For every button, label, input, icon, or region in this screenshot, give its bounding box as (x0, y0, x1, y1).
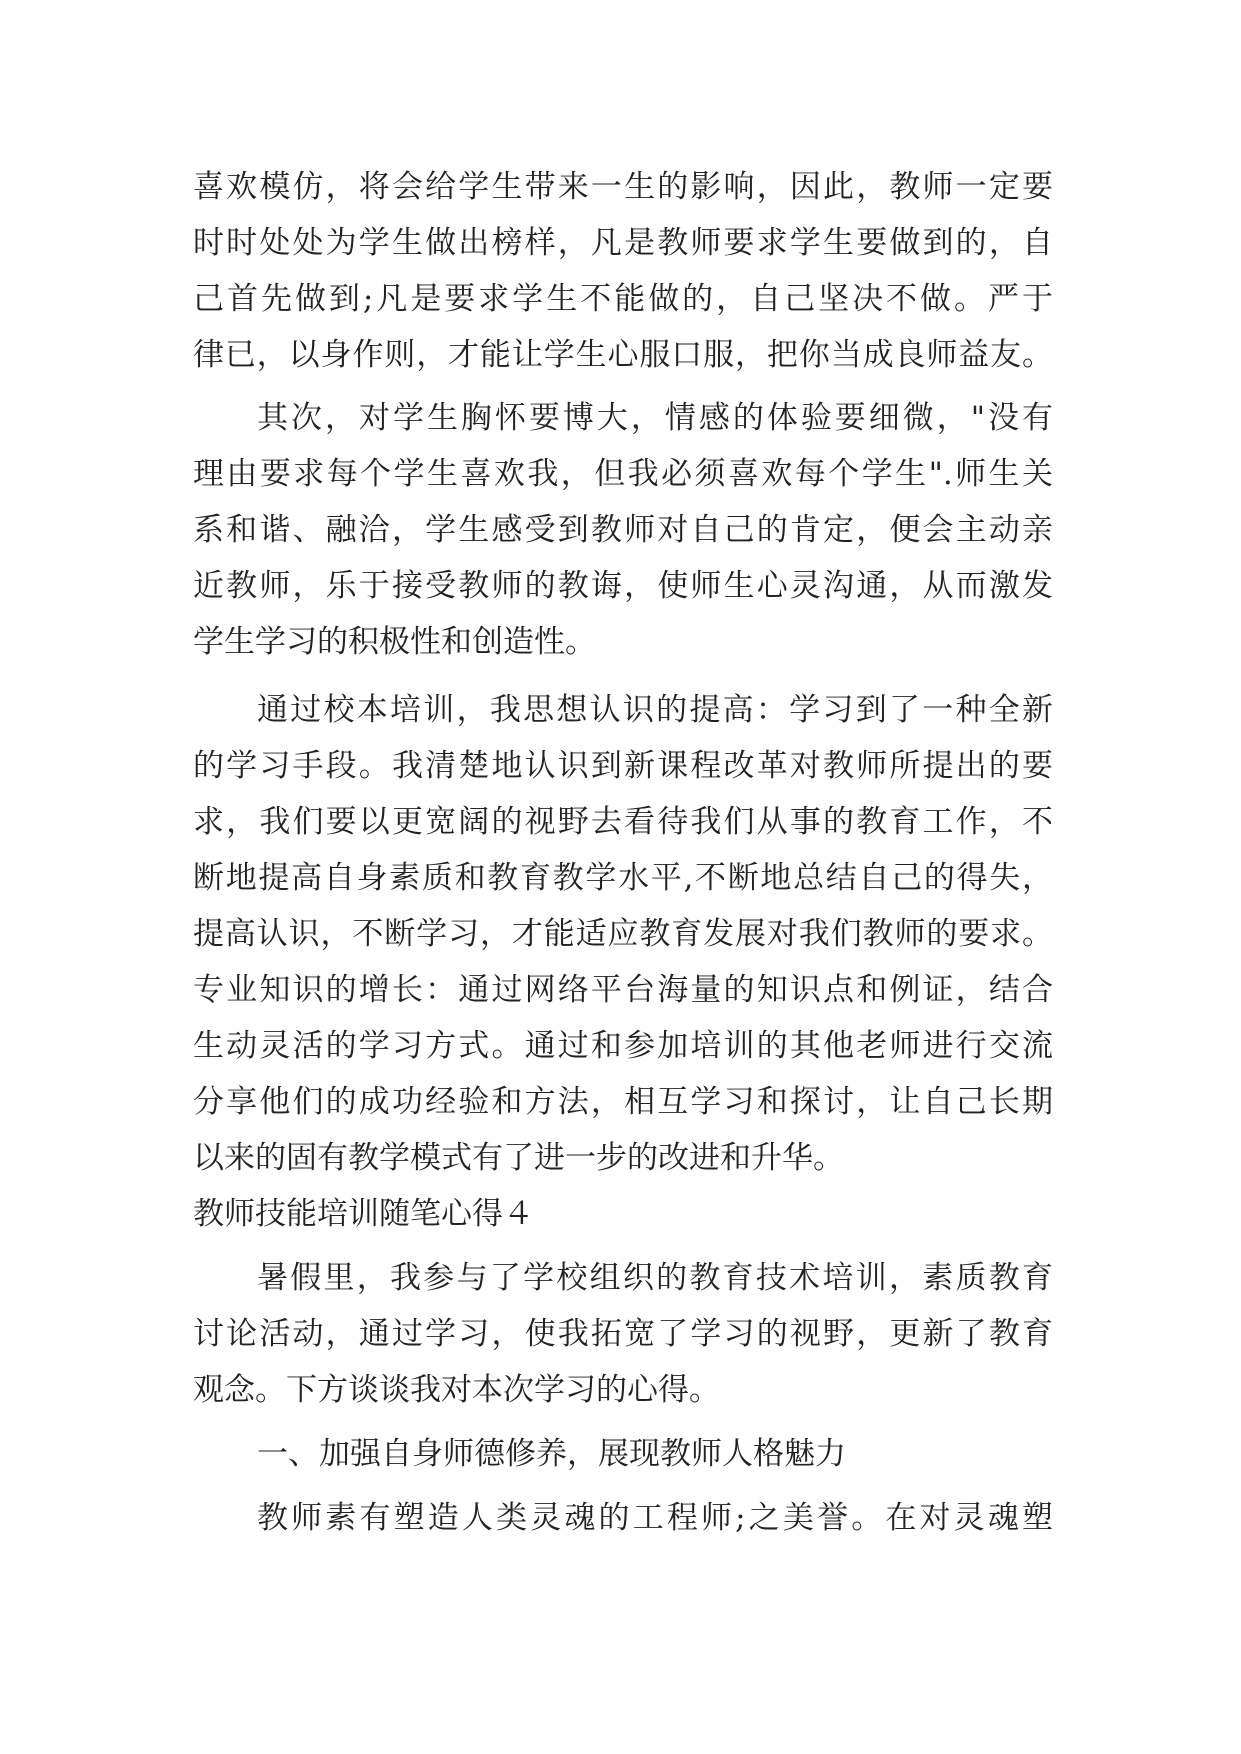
text-line: 提高认识，不断学习，才能适应教育发展对我们教师的要求。 (193, 916, 1053, 952)
text-line: 时时处处为学生做出榜样，凡是教师要求学生要做到的，自 (193, 225, 1053, 261)
text-line: 专业知识的增长：通过网络平台海量的知识点和例证，结合 (193, 972, 1053, 1008)
text-line: 分享他们的成功经验和方法，相互学习和探讨，让自己长期 (193, 1084, 1053, 1120)
text-line: 的学习手段。我清楚地认识到新课程改革对教师所提出的要 (193, 748, 1053, 784)
text-line: 近教师，乐于接受教师的教诲，使师生心灵沟通，从而激发 (193, 568, 1053, 604)
text-line: 喜欢模仿，将会给学生带来一生的影响，因此，教师一定要 (193, 169, 1053, 205)
text-line: 求，我们要以更宽阔的视野去看待我们从事的教育工作，不 (193, 804, 1053, 840)
text-line: 学生学习的积极性和创造性。 (193, 624, 596, 660)
text-line: 暑假里，我参与了学校组织的教育技术培训，素质教育 (257, 1260, 1053, 1296)
text-line: 观念。下方谈谈我对本次学习的心得。 (193, 1372, 720, 1408)
text-line: 系和谐、融洽，学生感受到教师对自己的肯定，便会主动亲 (193, 512, 1053, 548)
text-line: 己首先做到;凡是要求学生不能做的，自己坚决不做。严于 (193, 281, 1053, 317)
text-line: 讨论活动，通过学习，使我拓宽了学习的视野，更新了教育 (193, 1316, 1053, 1352)
text-line: 理由要求每个学生喜欢我，但我必须喜欢每个学生".师生关 (193, 456, 1053, 492)
text-line: 教师素有塑造人类灵魂的工程师;之美誉。在对灵魂塑 (257, 1500, 1053, 1536)
text-line: 断地提高自身素质和教育教学水平,不断地总结自己的得失， (193, 860, 1053, 896)
text-line: 以来的固有教学模式有了进一步的改进和升华。 (193, 1140, 844, 1176)
text-line: 生动灵活的学习方式。通过和参加培训的其他老师进行交流 (193, 1028, 1053, 1064)
text-line: 其次，对学生胸怀要博大，情感的体验要细微，"没有 (257, 400, 1053, 436)
text-line: 律已，以身作则，才能让学生心服口服，把你当成良师益友。 (193, 337, 1053, 373)
text-line: 一、加强自身师德修养，展现教师人格魅力 (257, 1436, 846, 1472)
text-line: 通过校本培训，我思想认识的提高：学习到了一种全新 (257, 692, 1053, 728)
section-heading: 教师技能培训随笔心得４ (193, 1196, 534, 1232)
